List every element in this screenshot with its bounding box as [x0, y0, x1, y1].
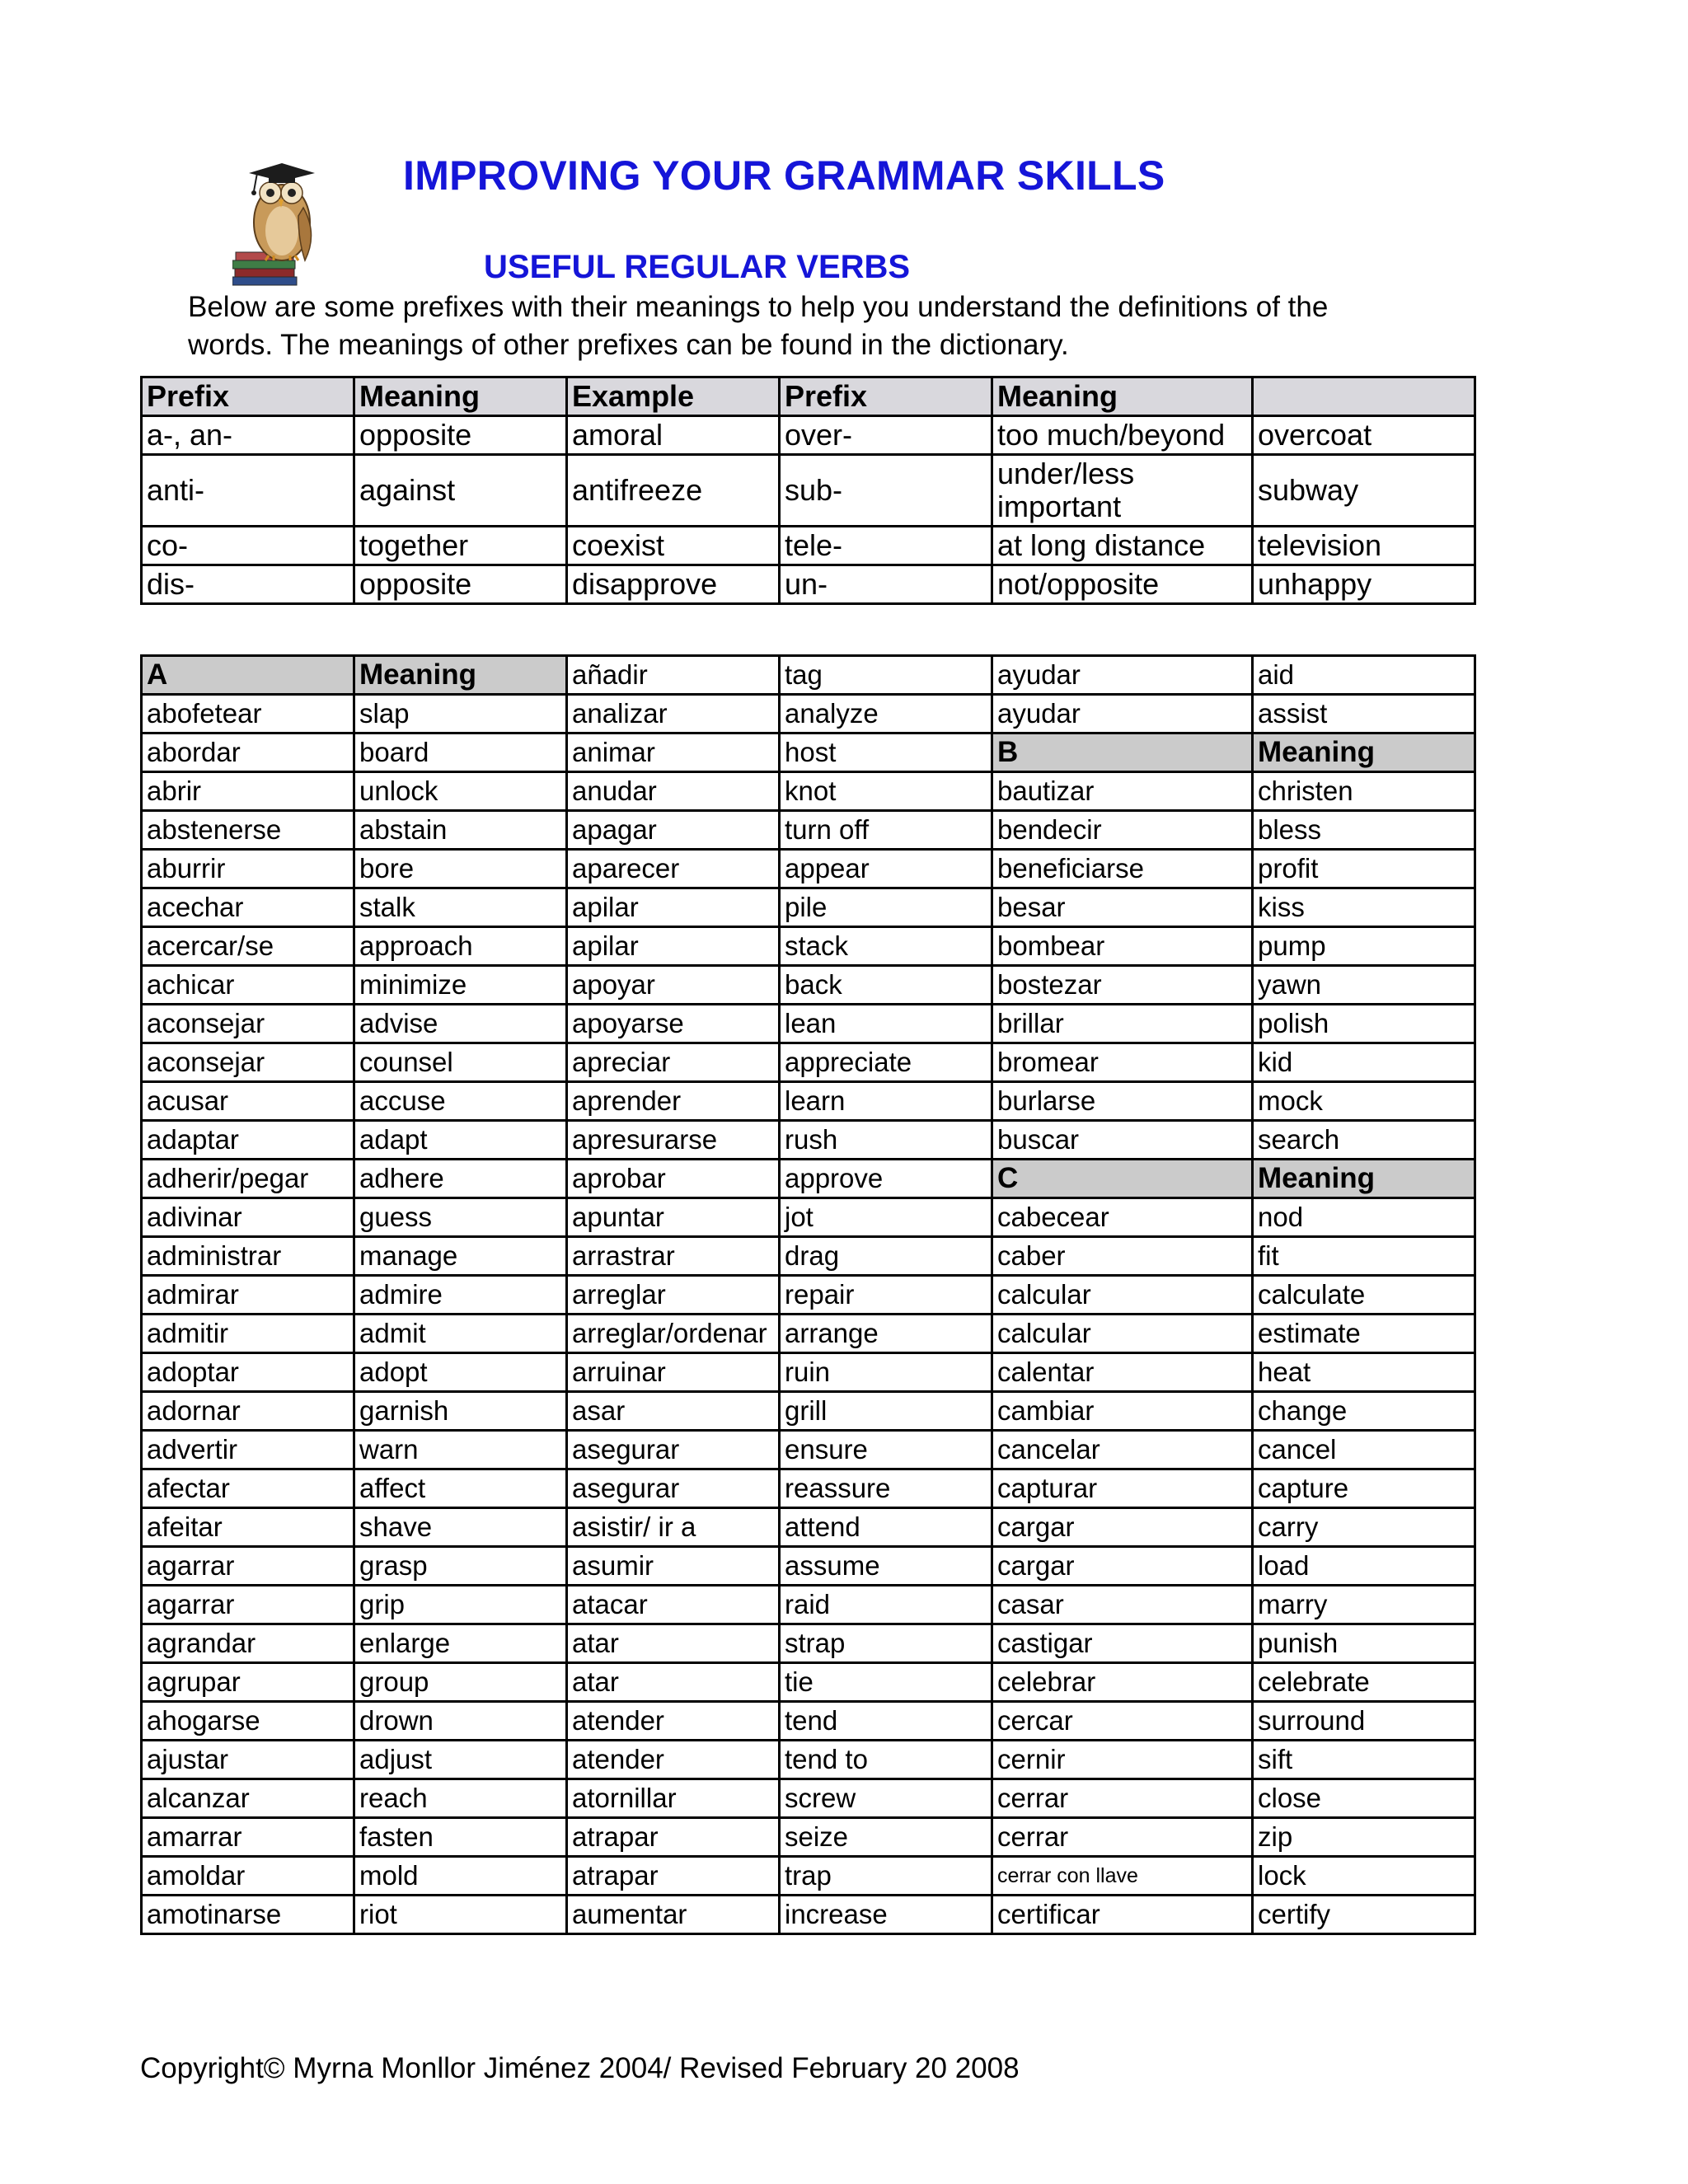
- table-cell: besar: [992, 888, 1253, 927]
- table-cell: kiss: [1253, 888, 1475, 927]
- table-cell: abstenerse: [142, 811, 354, 850]
- table-cell: slap: [354, 695, 567, 733]
- table-cell: aumentar: [567, 1896, 780, 1934]
- column-header: Meaning: [354, 377, 567, 416]
- table-cell: arrange: [780, 1315, 992, 1353]
- table-cell: adhere: [354, 1160, 567, 1198]
- table-cell: change: [1253, 1392, 1475, 1431]
- table-row: [142, 1005, 1475, 1043]
- table-cell: atornillar: [567, 1779, 780, 1818]
- table-cell: dis-: [142, 565, 354, 604]
- table-cell: accuse: [354, 1082, 567, 1121]
- page-title: IMPROVING YOUR GRAMMAR SKILLS: [403, 152, 1165, 199]
- table-cell: añadir: [567, 656, 780, 695]
- table-cell: sift: [1253, 1741, 1475, 1779]
- table-cell: appreciate: [780, 1043, 992, 1082]
- table-cell: adherir/pegar: [142, 1160, 354, 1198]
- table-cell: adoptar: [142, 1353, 354, 1392]
- table-row: [142, 1043, 1475, 1082]
- table-cell: atender: [567, 1741, 780, 1779]
- table-row: [142, 1237, 1475, 1276]
- table-row: [142, 1160, 1475, 1198]
- table-cell: load: [1253, 1547, 1475, 1586]
- table-cell: television: [1253, 527, 1475, 565]
- table-row: [142, 455, 1475, 527]
- table-cell: atar: [567, 1663, 780, 1702]
- table-cell: abofetear: [142, 695, 354, 733]
- table-cell: cernir: [992, 1741, 1253, 1779]
- table-cell: admire: [354, 1276, 567, 1315]
- table-cell: apresurarse: [567, 1121, 780, 1160]
- table-cell: ensure: [780, 1431, 992, 1469]
- table-cell: punish: [1253, 1624, 1475, 1663]
- table-cell: advise: [354, 1005, 567, 1043]
- table-cell: pile: [780, 888, 992, 927]
- table-cell: buscar: [992, 1121, 1253, 1160]
- table-cell: cancel: [1253, 1431, 1475, 1469]
- table-cell: close: [1253, 1779, 1475, 1818]
- table-cell: agarrar: [142, 1547, 354, 1586]
- table-cell: enlarge: [354, 1624, 567, 1663]
- table-row: [142, 416, 1475, 455]
- table-cell: tend: [780, 1702, 992, 1741]
- table-cell: acechar: [142, 888, 354, 927]
- verb-table: [140, 654, 1476, 1935]
- table-cell: strap: [780, 1624, 992, 1663]
- table-cell: search: [1253, 1121, 1475, 1160]
- table-cell: animar: [567, 733, 780, 772]
- table-cell: ruin: [780, 1353, 992, 1392]
- table-cell: beneficiarse: [992, 850, 1253, 888]
- table-cell: bromear: [992, 1043, 1253, 1082]
- table-cell: lock: [1253, 1857, 1475, 1896]
- table-cell: christen: [1253, 772, 1475, 811]
- table-cell: bautizar: [992, 772, 1253, 811]
- table-cell: overcoat: [1253, 416, 1475, 455]
- table-cell: amoral: [567, 416, 780, 455]
- table-cell: asegurar: [567, 1431, 780, 1469]
- table-cell: cerrar: [992, 1818, 1253, 1857]
- table-row: [142, 565, 1475, 604]
- table-cell: opposite: [354, 565, 567, 604]
- table-cell: attend: [780, 1508, 992, 1547]
- table-cell: adornar: [142, 1392, 354, 1431]
- table-cell: admirar: [142, 1276, 354, 1315]
- table-cell: mold: [354, 1857, 567, 1896]
- table-cell: minimize: [354, 966, 567, 1005]
- table-cell: amotinarse: [142, 1896, 354, 1934]
- table-cell: host: [780, 733, 992, 772]
- table-cell: disapprove: [567, 565, 780, 604]
- table-cell: casar: [992, 1586, 1253, 1624]
- table-cell: abrir: [142, 772, 354, 811]
- table-cell: learn: [780, 1082, 992, 1121]
- table-cell: lean: [780, 1005, 992, 1043]
- table-cell: apilar: [567, 927, 780, 966]
- table-cell: carry: [1253, 1508, 1475, 1547]
- table-cell: assist: [1253, 695, 1475, 733]
- table-cell: caber: [992, 1237, 1253, 1276]
- section-header-cell: A: [142, 656, 354, 695]
- table-row: [142, 1741, 1475, 1779]
- table-cell: afeitar: [142, 1508, 354, 1547]
- table-cell: amoldar: [142, 1857, 354, 1896]
- table-cell: fasten: [354, 1818, 567, 1857]
- table-cell: admitir: [142, 1315, 354, 1353]
- table-cell: bostezar: [992, 966, 1253, 1005]
- table-cell: un-: [780, 565, 992, 604]
- table-cell: tend to: [780, 1741, 992, 1779]
- table-cell: over-: [780, 416, 992, 455]
- table-cell: administrar: [142, 1237, 354, 1276]
- table-cell: apoyar: [567, 966, 780, 1005]
- table-row: [142, 850, 1475, 888]
- table-cell: apreciar: [567, 1043, 780, 1082]
- table-cell: approach: [354, 927, 567, 966]
- table-cell: manage: [354, 1237, 567, 1276]
- table-cell: atacar: [567, 1586, 780, 1624]
- table-cell: calculate: [1253, 1276, 1475, 1315]
- table-cell: certify: [1253, 1896, 1475, 1934]
- table-cell: coexist: [567, 527, 780, 565]
- table-cell: heat: [1253, 1353, 1475, 1392]
- intro-line: words. The meanings of other prefixes can be found in the dictionary.: [188, 329, 1069, 361]
- table-row: [142, 888, 1475, 927]
- table-cell: celebrate: [1253, 1663, 1475, 1702]
- column-header: Example: [567, 377, 780, 416]
- column-header: Prefix: [142, 377, 354, 416]
- prefix-table-header: [142, 377, 1475, 416]
- table-cell: asar: [567, 1392, 780, 1431]
- table-cell: nod: [1253, 1198, 1475, 1237]
- table-cell: calcular: [992, 1276, 1253, 1315]
- table-cell: certificar: [992, 1896, 1253, 1934]
- table-row: [142, 1276, 1475, 1315]
- table-cell: pump: [1253, 927, 1475, 966]
- table-row: [142, 695, 1475, 733]
- table-cell: ayudar: [992, 695, 1253, 733]
- table-cell: calentar: [992, 1353, 1253, 1392]
- table-cell: capturar: [992, 1469, 1253, 1508]
- table-row: [142, 1082, 1475, 1121]
- table-cell: cancelar: [992, 1431, 1253, 1469]
- section-header-cell: Meaning: [354, 656, 567, 695]
- table-cell: polish: [1253, 1005, 1475, 1043]
- table-cell: ajustar: [142, 1741, 354, 1779]
- table-cell: sub-: [780, 455, 992, 527]
- table-cell: surround: [1253, 1702, 1475, 1741]
- table-cell: alcanzar: [142, 1779, 354, 1818]
- table-cell: aburrir: [142, 850, 354, 888]
- table-cell: cerrar con llave: [992, 1857, 1253, 1896]
- table-cell: brillar: [992, 1005, 1253, 1043]
- table-cell: agrupar: [142, 1663, 354, 1702]
- table-cell: group: [354, 1663, 567, 1702]
- table-cell: arrastrar: [567, 1237, 780, 1276]
- table-cell: asistir/ ir a: [567, 1508, 780, 1547]
- table-row: [142, 811, 1475, 850]
- page-subtitle: USEFUL REGULAR VERBS: [484, 249, 911, 285]
- table-cell: bendecir: [992, 811, 1253, 850]
- table-cell: apagar: [567, 811, 780, 850]
- table-cell: seize: [780, 1818, 992, 1857]
- table-cell: drown: [354, 1702, 567, 1741]
- table-row: [142, 1121, 1475, 1160]
- table-cell: reach: [354, 1779, 567, 1818]
- table-cell: bombear: [992, 927, 1253, 966]
- section-header-cell: Meaning: [1253, 733, 1475, 772]
- table-cell: antifreeze: [567, 455, 780, 527]
- table-cell: arreglar/ordenar: [567, 1315, 780, 1353]
- prefix-table: [140, 376, 1476, 605]
- table-cell: riot: [354, 1896, 567, 1934]
- table-cell: not/opposite: [992, 565, 1253, 604]
- table-cell: cargar: [992, 1508, 1253, 1547]
- table-row: [142, 1663, 1475, 1702]
- table-row: [142, 1315, 1475, 1353]
- table-cell: guess: [354, 1198, 567, 1237]
- table-cell: co-: [142, 527, 354, 565]
- table-cell: afectar: [142, 1469, 354, 1508]
- table-cell: unhappy: [1253, 565, 1475, 604]
- table-cell: raid: [780, 1586, 992, 1624]
- table-row: [142, 527, 1475, 565]
- table-row: [142, 1469, 1475, 1508]
- table-row: [142, 1431, 1475, 1469]
- table-cell: celebrar: [992, 1663, 1253, 1702]
- table-cell: aid: [1253, 656, 1475, 695]
- table-row: [142, 1857, 1475, 1896]
- table-cell: cercar: [992, 1702, 1253, 1741]
- table-cell: aparecer: [567, 850, 780, 888]
- table-cell: arruinar: [567, 1353, 780, 1392]
- table-cell: shave: [354, 1508, 567, 1547]
- table-row: [142, 1818, 1475, 1857]
- table-cell: unlock: [354, 772, 567, 811]
- table-cell: at long distance: [992, 527, 1253, 565]
- table-cell: grip: [354, 1586, 567, 1624]
- table-cell: under/less important: [992, 455, 1253, 527]
- table-cell: aprender: [567, 1082, 780, 1121]
- table-cell: aprobar: [567, 1160, 780, 1198]
- table-cell: repair: [780, 1276, 992, 1315]
- table-cell: capture: [1253, 1469, 1475, 1508]
- table-row: [142, 772, 1475, 811]
- table-cell: advertir: [142, 1431, 354, 1469]
- table-cell: asumir: [567, 1547, 780, 1586]
- table-cell: calcular: [992, 1315, 1253, 1353]
- table-cell: cargar: [992, 1547, 1253, 1586]
- table-cell: atrapar: [567, 1818, 780, 1857]
- table-row: [142, 1508, 1475, 1547]
- table-cell: assume: [780, 1547, 992, 1586]
- table-row: [142, 1624, 1475, 1663]
- table-cell: ahogarse: [142, 1702, 354, 1741]
- table-cell: reassure: [780, 1469, 992, 1508]
- table-cell: too much/beyond: [992, 416, 1253, 455]
- table-cell: tag: [780, 656, 992, 695]
- table-cell: kid: [1253, 1043, 1475, 1082]
- table-cell: abordar: [142, 733, 354, 772]
- table-cell: tie: [780, 1663, 992, 1702]
- table-cell: arreglar: [567, 1276, 780, 1315]
- table-cell: grasp: [354, 1547, 567, 1586]
- table-cell: screw: [780, 1779, 992, 1818]
- section-header-cell: Meaning: [1253, 1160, 1475, 1198]
- table-cell: adivinar: [142, 1198, 354, 1237]
- table-cell: acercar/se: [142, 927, 354, 966]
- table-cell: apuntar: [567, 1198, 780, 1237]
- table-cell: cerrar: [992, 1779, 1253, 1818]
- table-cell: affect: [354, 1469, 567, 1508]
- table-row: [142, 1779, 1475, 1818]
- table-cell: opposite: [354, 416, 567, 455]
- table-cell: cabecear: [992, 1198, 1253, 1237]
- table-cell: anudar: [567, 772, 780, 811]
- table-cell: adopt: [354, 1353, 567, 1392]
- table-cell: back: [780, 966, 992, 1005]
- table-cell: abstain: [354, 811, 567, 850]
- table-row: [142, 1702, 1475, 1741]
- table-cell: subway: [1253, 455, 1475, 527]
- table-row: [142, 927, 1475, 966]
- table-cell: approve: [780, 1160, 992, 1198]
- table-row: [142, 1353, 1475, 1392]
- table-row: [142, 1198, 1475, 1237]
- table-cell: achicar: [142, 966, 354, 1005]
- owl-logo-icon: [232, 158, 330, 290]
- table-cell: atender: [567, 1702, 780, 1741]
- section-header-cell: C: [992, 1160, 1253, 1198]
- intro-line: Below are some prefixes with their meanings to help you understand the definitions of the: [188, 291, 1329, 323]
- table-cell: turn off: [780, 811, 992, 850]
- copyright-footer: Copyright© Myrna Monllor Jiménez 2004/ Revised February 20 2008: [140, 2052, 1020, 2084]
- table-row: [142, 733, 1475, 772]
- table-cell: atrapar: [567, 1857, 780, 1896]
- table-cell: jot: [780, 1198, 992, 1237]
- table-row: [142, 1392, 1475, 1431]
- table-row: [142, 1896, 1475, 1934]
- table-cell: amarrar: [142, 1818, 354, 1857]
- table-cell: agarrar: [142, 1586, 354, 1624]
- table-cell: zip: [1253, 1818, 1475, 1857]
- table-cell: against: [354, 455, 567, 527]
- table-cell: agrandar: [142, 1624, 354, 1663]
- column-header: Meaning: [992, 377, 1253, 416]
- table-cell: adapt: [354, 1121, 567, 1160]
- table-cell: asegurar: [567, 1469, 780, 1508]
- table-cell: apilar: [567, 888, 780, 927]
- table-cell: apoyarse: [567, 1005, 780, 1043]
- table-cell: grill: [780, 1392, 992, 1431]
- table-row: [142, 1586, 1475, 1624]
- table-cell: yawn: [1253, 966, 1475, 1005]
- table-cell: fit: [1253, 1237, 1475, 1276]
- table-cell: trap: [780, 1857, 992, 1896]
- table-row: [142, 966, 1475, 1005]
- table-cell: anti-: [142, 455, 354, 527]
- table-row: [142, 656, 1475, 695]
- table-cell: estimate: [1253, 1315, 1475, 1353]
- column-header: [1253, 377, 1475, 416]
- table-cell: acusar: [142, 1082, 354, 1121]
- table-cell: bore: [354, 850, 567, 888]
- table-cell: analizar: [567, 695, 780, 733]
- table-cell: ayudar: [992, 656, 1253, 695]
- table-cell: aconsejar: [142, 1005, 354, 1043]
- table-row: [142, 1547, 1475, 1586]
- table-cell: knot: [780, 772, 992, 811]
- table-cell: stack: [780, 927, 992, 966]
- verb-table-body: [142, 656, 1475, 1934]
- table-cell: burlarse: [992, 1082, 1253, 1121]
- table-cell: castigar: [992, 1624, 1253, 1663]
- section-header-cell: B: [992, 733, 1253, 772]
- table-cell: counsel: [354, 1043, 567, 1082]
- table-cell: admit: [354, 1315, 567, 1353]
- table-cell: a-, an-: [142, 416, 354, 455]
- table-cell: together: [354, 527, 567, 565]
- table-cell: tele-: [780, 527, 992, 565]
- table-cell: aconsejar: [142, 1043, 354, 1082]
- table-cell: adjust: [354, 1741, 567, 1779]
- table-cell: bless: [1253, 811, 1475, 850]
- table-cell: rush: [780, 1121, 992, 1160]
- table-cell: analyze: [780, 695, 992, 733]
- table-cell: increase: [780, 1896, 992, 1934]
- table-cell: stalk: [354, 888, 567, 927]
- table-cell: garnish: [354, 1392, 567, 1431]
- table-cell: appear: [780, 850, 992, 888]
- table-cell: cambiar: [992, 1392, 1253, 1431]
- table-cell: profit: [1253, 850, 1475, 888]
- intro-paragraph: [188, 288, 1474, 364]
- table-cell: marry: [1253, 1586, 1475, 1624]
- table-cell: adaptar: [142, 1121, 354, 1160]
- table-cell: atar: [567, 1624, 780, 1663]
- table-cell: drag: [780, 1237, 992, 1276]
- table-cell: warn: [354, 1431, 567, 1469]
- table-cell: mock: [1253, 1082, 1475, 1121]
- column-header: Prefix: [780, 377, 992, 416]
- table-cell: board: [354, 733, 567, 772]
